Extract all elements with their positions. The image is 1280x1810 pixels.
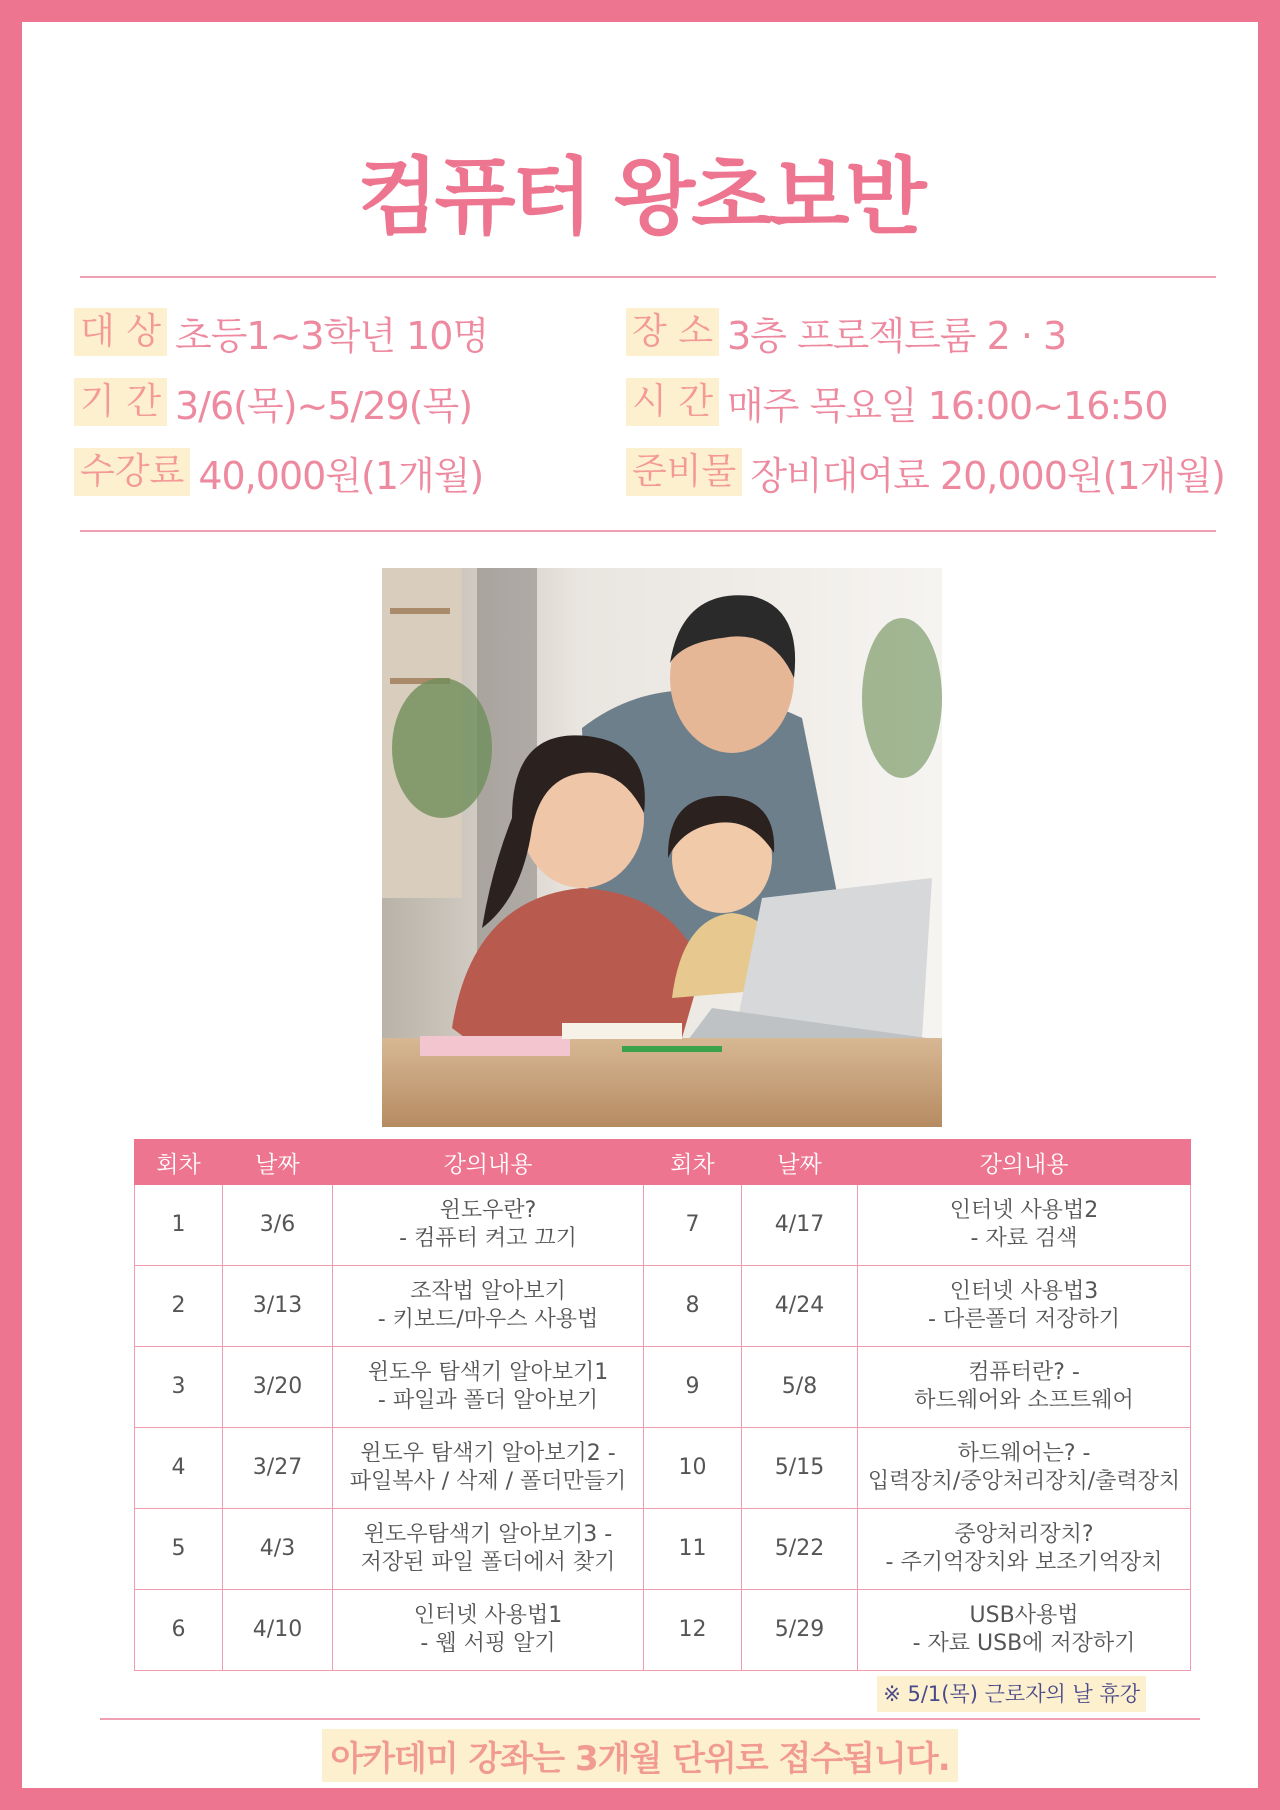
session-content bbox=[333, 1590, 644, 1671]
header-content: 강의내용 bbox=[858, 1140, 1191, 1185]
content-line: - 키보드/마우스 사용법 bbox=[377, 1307, 599, 1332]
header-session: 회차 bbox=[135, 1140, 223, 1185]
session-date: 5/15 bbox=[742, 1428, 858, 1509]
session-content bbox=[333, 1185, 644, 1266]
info-period bbox=[74, 374, 472, 430]
session-number: 7 bbox=[644, 1185, 742, 1266]
session-date: 4/3 bbox=[223, 1509, 333, 1590]
content-line: 하드웨어는? - bbox=[957, 1441, 1091, 1466]
session-number: 10 bbox=[644, 1428, 742, 1509]
content-line: USB사용법 bbox=[969, 1603, 1079, 1628]
info-time bbox=[626, 374, 1168, 430]
session-number: 6 bbox=[135, 1590, 223, 1671]
info-value: 40,000원(1개월) bbox=[198, 453, 484, 498]
info-label: 시 간 bbox=[626, 378, 719, 426]
session-date: 4/24 bbox=[742, 1266, 858, 1347]
header-date: 날짜 bbox=[223, 1140, 333, 1185]
session-number: 12 bbox=[644, 1590, 742, 1671]
info-label: 대 상 bbox=[74, 308, 167, 356]
info-value: 3/6(목)~5/29(목) bbox=[175, 383, 473, 428]
content-line: 인터넷 사용법2 bbox=[949, 1198, 1099, 1223]
session-date: 4/10 bbox=[223, 1590, 333, 1671]
session-number: 9 bbox=[644, 1347, 742, 1428]
session-content bbox=[858, 1509, 1191, 1590]
session-date: 3/20 bbox=[223, 1347, 333, 1428]
session-date: 5/22 bbox=[742, 1509, 858, 1590]
content-line: - 주기억장치와 보조기억장치 bbox=[885, 1550, 1163, 1575]
content-line: 파일복사 / 삭제 / 폴더만들기 bbox=[349, 1469, 627, 1494]
content-line: 입력장치/중앙처리장치/출력장치 bbox=[867, 1469, 1181, 1494]
session-number: 5 bbox=[135, 1509, 223, 1590]
content-line: 윈도우탐색기 알아보기3 - bbox=[363, 1522, 613, 1547]
session-number: 8 bbox=[644, 1266, 742, 1347]
session-content bbox=[333, 1347, 644, 1428]
session-date: 3/13 bbox=[223, 1266, 333, 1347]
session-content bbox=[333, 1266, 644, 1347]
info-value: 매주 목요일 16:00~16:50 bbox=[727, 383, 1168, 428]
session-number: 11 bbox=[644, 1509, 742, 1590]
content-line: - 자료 USB에 저장하기 bbox=[912, 1631, 1136, 1656]
bottom-divider bbox=[100, 1718, 1200, 1720]
session-content bbox=[333, 1509, 644, 1590]
content-line: - 컴퓨터 켜고 끄기 bbox=[399, 1226, 577, 1251]
info-label: 장 소 bbox=[626, 308, 719, 356]
info-value: 초등1~3학년 10명 bbox=[175, 313, 489, 358]
holiday-note: ※ 5/1(목) 근로자의 날 휴강 bbox=[877, 1676, 1146, 1712]
content-line: 윈도우 탐색기 알아보기2 - bbox=[360, 1441, 616, 1466]
session-content bbox=[858, 1347, 1191, 1428]
header-date: 날짜 bbox=[742, 1140, 858, 1185]
content-line: 인터넷 사용법1 bbox=[413, 1603, 563, 1628]
session-content bbox=[858, 1428, 1191, 1509]
table-row bbox=[135, 1428, 1191, 1509]
content-line: 저장된 파일 폴더에서 찾기 bbox=[360, 1550, 616, 1575]
table-row bbox=[135, 1266, 1191, 1347]
footer bbox=[22, 1729, 1258, 1782]
content-line: - 웹 서핑 알기 bbox=[420, 1631, 556, 1656]
session-number: 3 bbox=[135, 1347, 223, 1428]
session-date: 3/6 bbox=[223, 1185, 333, 1266]
content-line: 조작법 알아보기 bbox=[410, 1279, 566, 1304]
session-number: 4 bbox=[135, 1428, 223, 1509]
content-line: 윈도우란? bbox=[439, 1198, 537, 1223]
middle-divider bbox=[80, 530, 1216, 532]
schedule-table bbox=[134, 1139, 1191, 1671]
content-line: 인터넷 사용법3 bbox=[949, 1279, 1099, 1304]
father-and-children-at-laptop-photo bbox=[382, 568, 942, 1127]
session-content bbox=[858, 1590, 1191, 1671]
info-label: 준비물 bbox=[626, 448, 742, 496]
content-line: - 자료 검색 bbox=[970, 1226, 1078, 1251]
registration-notice: 아카데미 강좌는 3개월 단위로 접수됩니다. bbox=[322, 1729, 957, 1782]
info-location bbox=[626, 304, 1066, 360]
table-header-row bbox=[135, 1140, 1191, 1185]
content-line: - 다른폴더 저장하기 bbox=[928, 1307, 1120, 1332]
content-line: 하드웨어와 소프트웨어 bbox=[914, 1388, 1134, 1413]
content-line: 컴퓨터란? - bbox=[968, 1360, 1080, 1385]
info-value: 3층 프로젝트룸 2 · 3 bbox=[727, 313, 1067, 358]
table-row bbox=[135, 1185, 1191, 1266]
content-line: 중앙처리장치? bbox=[954, 1522, 1094, 1547]
info-label: 수강료 bbox=[74, 448, 190, 496]
session-content bbox=[858, 1185, 1191, 1266]
info-fee bbox=[74, 444, 483, 500]
table-row bbox=[135, 1347, 1191, 1428]
table-row bbox=[135, 1509, 1191, 1590]
session-content bbox=[333, 1428, 644, 1509]
header-session: 회차 bbox=[644, 1140, 742, 1185]
info-target bbox=[74, 304, 488, 360]
poster-title: 컴퓨터 왕초보반 bbox=[357, 148, 923, 246]
info-label: 기 간 bbox=[74, 378, 167, 426]
header-content: 강의내용 bbox=[333, 1140, 644, 1185]
top-divider bbox=[80, 276, 1216, 278]
content-line: - 파일과 폴더 알아보기 bbox=[377, 1388, 599, 1413]
info-supplies bbox=[626, 444, 1225, 500]
session-date: 5/29 bbox=[742, 1590, 858, 1671]
session-number: 2 bbox=[135, 1266, 223, 1347]
content-line: 윈도우 탐색기 알아보기1 bbox=[367, 1360, 609, 1385]
table-row bbox=[135, 1590, 1191, 1671]
session-date: 4/17 bbox=[742, 1185, 858, 1266]
session-date: 3/27 bbox=[223, 1428, 333, 1509]
info-value: 장비대여료 20,000원(1개월) bbox=[750, 453, 1225, 498]
session-number: 1 bbox=[135, 1185, 223, 1266]
session-date: 5/8 bbox=[742, 1347, 858, 1428]
session-content bbox=[858, 1266, 1191, 1347]
